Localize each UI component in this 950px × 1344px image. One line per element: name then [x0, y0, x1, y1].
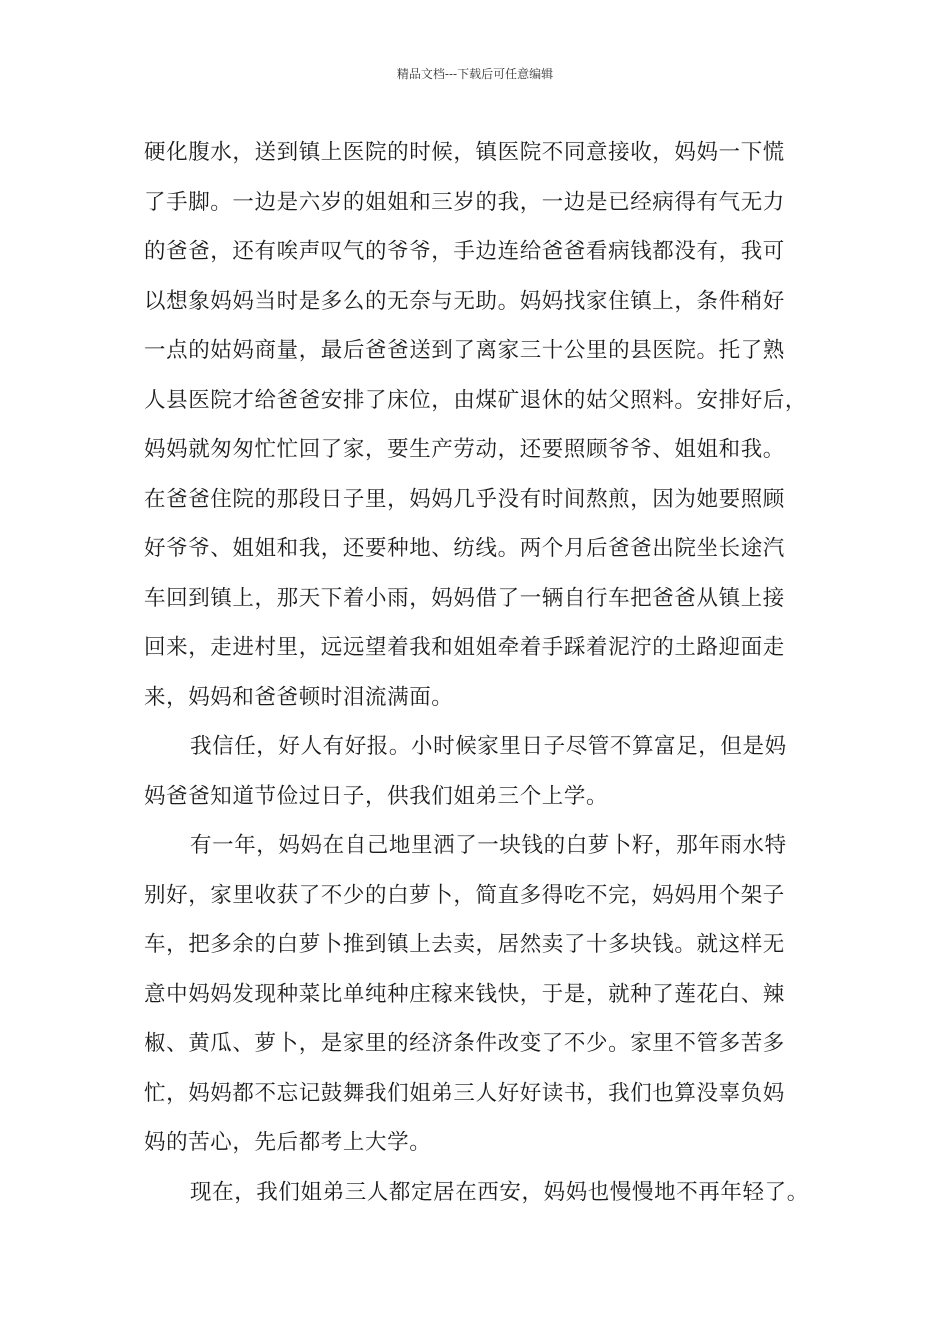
text-line: 人县医院才给爸爸安排了床位，由煤矿退休的姑父照料。安排好后， [144, 387, 808, 413]
text-line: 车回到镇上，那天下着小雨，妈妈借了一辆自行车把爸爸从镇上接 [144, 585, 785, 611]
text-line: 以想象妈妈当时是多么的无奈与无助。妈妈找家住镇上，条件稍好 [144, 288, 785, 314]
text-line: 车，把多余的白萝卜推到镇上去卖，居然卖了十多块钱。就这样无 [144, 932, 785, 957]
text-line: 椒、黄瓜、萝卜，是家里的经济条件改变了不少。家里不管多苦多 [144, 1031, 785, 1056]
text-line: 来，妈妈和爸爸顿时泪流满面。 [144, 684, 454, 710]
text-line: 的爸爸，还有唉声叹气的爷爷，手边连给爸爸看病钱都没有，我可 [144, 239, 785, 264]
paragraph-start-line: 有一年，妈妈在自己地里洒了一块钱的白萝卜籽，那年雨水特 [190, 833, 787, 858]
text-line: 妈的苦心，先后都考上大学。 [144, 1130, 432, 1155]
body-text [144, 128, 824, 1217]
text-line: 一点的姑妈商量，最后爸爸送到了离家三十公里的县医院。托了熟 [144, 338, 785, 363]
text-line: 意中妈妈发现种菜比单纯种庄稼来钱快，于是，就种了莲花白、辣 [144, 981, 785, 1007]
page-header: 精品文档---下载后可任意编辑 [396, 67, 554, 81]
text-line: 好爷爷、姐姐和我，还要种地、纺线。两个月后爸爸出院坐长途汽 [144, 536, 785, 561]
text-line: 在爸爸住院的那段日子里，妈妈几乎没有时间熬煎，因为她要照顾 [144, 486, 785, 512]
text-line: 忙，妈妈都不忘记鼓舞我们姐弟三人好好读书，我们也算没辜负妈 [144, 1080, 785, 1106]
paragraph-start-line: 我信任，好人有好报。小时候家里日子尽管不算富足，但是妈 [190, 734, 787, 759]
text-line: 了手脚。一边是六岁的姐姐和三岁的我，一边是已经病得有气无力 [144, 189, 785, 215]
text-line: 别好，家里收获了不少的白萝卜，简直多得吃不完，妈妈用个架子 [144, 882, 785, 908]
text-line: 硬化腹水，送到镇上医院的时候，镇医院不同意接收，妈妈一下慌 [144, 140, 785, 165]
text-line: 妈爸爸知道节俭过日子，供我们姐弟三个上学。 [144, 783, 609, 809]
text-line: 回来，走进村里，远远望着我和姐姐牵着手踩着泥泞的土路迎面走 [144, 635, 785, 660]
paragraph-start-line: 现在，我们姐弟三人都定居在西安，妈妈也慢慢地不再年轻了。 [190, 1179, 809, 1205]
text-line: 妈妈就匆匆忙忙回了家，要生产劳动，还要照顾爷爷、姐姐和我。 [144, 437, 785, 462]
